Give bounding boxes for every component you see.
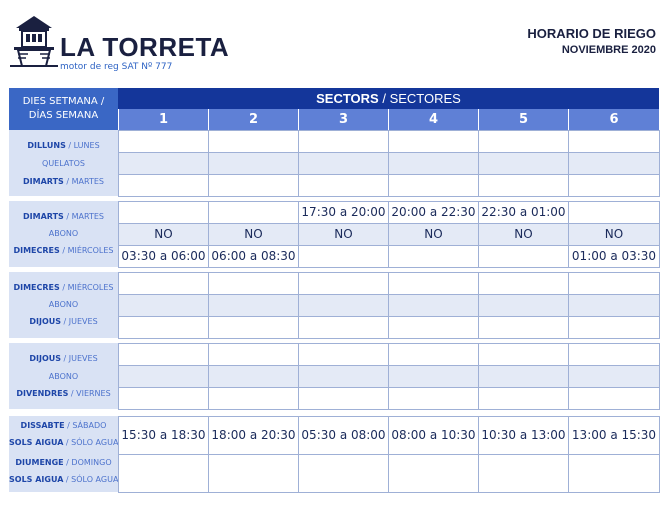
day-label-es: / SÁBADO [64, 421, 107, 430]
day-label-ca: DIMARTS [23, 177, 64, 186]
day-label-ca: DIMECRES [13, 283, 60, 292]
schedule-cell [118, 454, 209, 493]
schedule-cell [118, 387, 209, 410]
sector-number-3: 3 [298, 109, 388, 130]
schedule-cell [208, 316, 299, 339]
sector-number-4: 4 [388, 109, 478, 130]
day-label [9, 246, 118, 256]
schedule-cell: 01:00 a 03:30 [568, 245, 660, 268]
schedule-cell [388, 365, 479, 388]
schedule-cell [568, 130, 660, 153]
schedule-cell: NO [568, 223, 660, 246]
schedule-cell [208, 130, 299, 153]
day-label-ca: DISSABTE [20, 421, 65, 430]
schedule-cell: 18:00 a 20:30 [208, 416, 299, 455]
schedule-cell [568, 365, 660, 388]
schedule-cell [118, 201, 209, 224]
day-label-es: / JUEVES [61, 354, 98, 363]
schedule-cell [478, 272, 569, 295]
day-label [9, 421, 118, 431]
schedule-cell [388, 387, 479, 410]
schedule-cell [388, 294, 479, 317]
sector-number-5: 5 [478, 109, 568, 130]
schedule-cell [298, 152, 389, 175]
day-label-ca: SOLS AIGUA [9, 438, 64, 447]
schedule-cell [298, 294, 389, 317]
schedule-cell [208, 454, 299, 493]
schedule-cell: 06:00 a 08:30 [208, 245, 299, 268]
schedule-cell [118, 343, 209, 366]
day-label-ca: SOLS AIGUA [9, 475, 64, 484]
page-month: NOVIEMBRE 2020 [561, 44, 656, 56]
schedule-cell: 03:30 a 06:00 [118, 245, 209, 268]
brand-subtitle: motor de reg SAT Nº 777 [60, 62, 173, 72]
day-label [9, 438, 118, 448]
days-header-line1: DIES SETMANA / [22, 96, 105, 107]
tower-icon [10, 14, 58, 68]
day-label [9, 141, 118, 151]
day-label [9, 177, 118, 187]
day-label-es: / SÓLO AGUA [63, 475, 119, 484]
schedule-cell [568, 316, 660, 339]
schedule-cell [298, 130, 389, 153]
schedule-cell: NO [478, 223, 569, 246]
day-label: ABONO [48, 300, 79, 309]
schedule-cell [118, 152, 209, 175]
sectors-header [118, 88, 659, 109]
schedule-cell [118, 316, 209, 339]
schedule-cell [388, 316, 479, 339]
day-label-ca: DIVENDRES [16, 389, 69, 398]
day-label-es: / LUNES [65, 141, 100, 150]
schedule-cell [568, 174, 660, 197]
day-label-block [9, 343, 118, 409]
schedule-cell [478, 387, 569, 410]
day-label: QUELATOS [42, 159, 85, 168]
schedule-cell [568, 454, 660, 493]
day-label-ca: DIMECRES [13, 246, 60, 255]
day-label [9, 317, 118, 327]
schedule-cell [118, 294, 209, 317]
schedule-cell [118, 130, 209, 153]
day-label [9, 458, 118, 468]
schedule-cell: 10:30 a 13:00 [478, 416, 569, 455]
schedule-cell [388, 152, 479, 175]
page-title: HORARIO DE RIEGO [527, 26, 656, 41]
schedule-cell [388, 130, 479, 153]
day-label [9, 389, 118, 399]
schedule-cell [298, 343, 389, 366]
schedule-cell [118, 174, 209, 197]
day-label-es: / MIÉRCOLES [59, 283, 114, 292]
day-label-ca: DIMARTS [23, 212, 64, 221]
sectors-separator: / [378, 91, 390, 106]
schedule-cell [478, 294, 569, 317]
schedule-cell [208, 152, 299, 175]
schedule-cell [478, 343, 569, 366]
schedule-cell: NO [208, 223, 299, 246]
schedule-cell [568, 201, 660, 224]
day-label [9, 283, 118, 293]
schedule-cell [208, 174, 299, 197]
day-label-block [9, 272, 118, 338]
schedule-cell [298, 387, 389, 410]
schedule-cell [208, 294, 299, 317]
schedule-cell [568, 294, 660, 317]
schedule-cell [568, 272, 660, 295]
day-label-es: / MARTES [63, 212, 104, 221]
day-label-ca: DIUMENGE [15, 458, 64, 467]
schedule-cell [478, 365, 569, 388]
day-label: ABONO [48, 372, 79, 381]
brand-name: LA TORRETA [60, 32, 230, 62]
schedule-cell [568, 343, 660, 366]
sectors-label-es: SECTORES [389, 91, 461, 106]
schedule-cell [208, 201, 299, 224]
schedule-cell [478, 454, 569, 493]
schedule-cell: 17:30 a 20:00 [298, 201, 389, 224]
schedule-cell: 08:00 a 10:30 [388, 416, 479, 455]
day-label-ca: DIJOUS [29, 354, 61, 363]
schedule-cell: NO [118, 223, 209, 246]
day-label-ca: DILLUNS [27, 141, 66, 150]
schedule-cell [298, 174, 389, 197]
schedule-cell [478, 316, 569, 339]
schedule-cell [388, 174, 479, 197]
schedule-cell [208, 365, 299, 388]
schedule-cell [568, 152, 660, 175]
schedule-cell [118, 272, 209, 295]
schedule-cell: 20:00 a 22:30 [388, 201, 479, 224]
schedule-cell [208, 387, 299, 410]
day-label-es: / SÓLO AGUA [63, 438, 119, 447]
day-label-es: / DOMINGO [63, 458, 112, 467]
schedule-cell [298, 365, 389, 388]
day-label-es: / MARTES [63, 177, 104, 186]
sector-number-1: 1 [118, 109, 208, 130]
schedule-cell [478, 174, 569, 197]
schedule-cell [208, 272, 299, 295]
day-label-block [9, 201, 118, 267]
schedule-cell [388, 272, 479, 295]
day-label-es: / VIERNES [68, 389, 111, 398]
schedule-cell [298, 272, 389, 295]
schedule-cell [298, 454, 389, 493]
schedule-cell: NO [298, 223, 389, 246]
sector-number-6: 6 [568, 109, 659, 130]
day-label [9, 212, 118, 222]
schedule-cell [208, 343, 299, 366]
brand-logo [10, 14, 230, 72]
schedule-cell [298, 316, 389, 339]
schedule-cell [568, 387, 660, 410]
day-label [9, 475, 118, 485]
day-label [9, 354, 118, 364]
schedule-cell [388, 343, 479, 366]
schedule-cell: 15:30 a 18:30 [118, 416, 209, 455]
schedule-cell: 22:30 a 01:00 [478, 201, 569, 224]
schedule-cell [298, 245, 389, 268]
days-column-header [9, 88, 118, 130]
day-label-block [9, 130, 118, 196]
day-label-block [9, 416, 118, 492]
day-label-ca: DIJOUS [29, 317, 61, 326]
schedule-cell: 13:00 a 15:30 [568, 416, 660, 455]
schedule-cell [478, 245, 569, 268]
days-header-line2: DÍAS SEMANA [28, 110, 99, 121]
schedule-cell [478, 152, 569, 175]
day-label-es: / JUEVES [61, 317, 98, 326]
schedule-cell: 05:30 a 08:00 [298, 416, 389, 455]
sector-number-2: 2 [208, 109, 298, 130]
sectors-label-ca: SECTORS [316, 91, 379, 106]
day-label-es: / MIÉRCOLES [59, 246, 114, 255]
schedule-cell [388, 454, 479, 493]
schedule-cell [388, 245, 479, 268]
schedule-cell [478, 130, 569, 153]
schedule-cell [118, 365, 209, 388]
schedule-cell: NO [388, 223, 479, 246]
day-label: ABONO [48, 229, 79, 238]
